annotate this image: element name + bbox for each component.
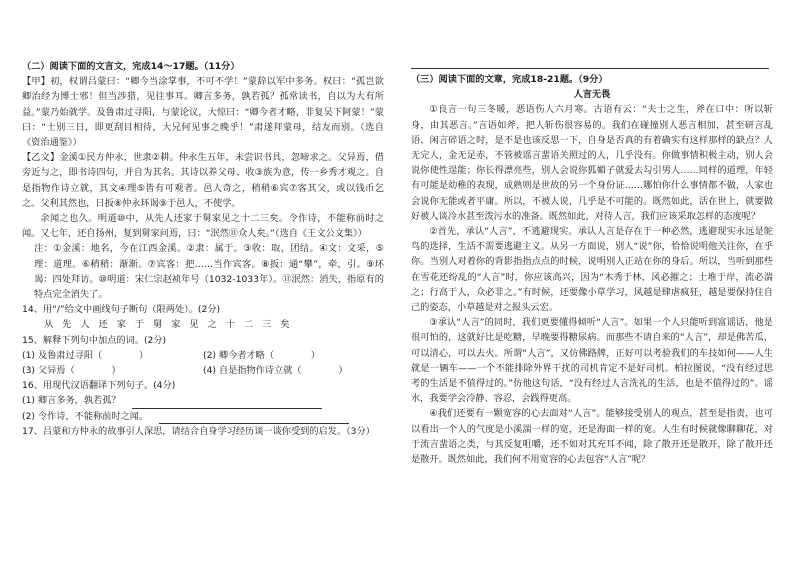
answer-line[interactable]	[132, 399, 322, 409]
left-column	[22, 59, 384, 439]
question-16: 16、用现代汉语翻译下列句子。(4分)	[22, 380, 176, 392]
article-paragraph-3: ③承认“人言”的同时，我们更要懂得倾听“人言”。如果一个人只能听到富谣话，他是很可怕的，这就好比是吃糖，早晚要得糖尿病。而那些不请自来的“人言”，却是佛苦瓜，可以清心，可以去火。所谓“人言”，又仿佛路牌，正好可以考验我们的车技如何——人生就是一辆车——一个不能排除外界干扰的司机肯定不是好司机。柏拉图说，“没有经过思考的生活是不值得过的。”仿他这句话，“没有经过人言洗礼的生活，也是不值得过的”。谣水，我要学会冷静、容忍，会践得更高。	[411, 317, 773, 405]
question-15-item: (1) 及鲁肃过寻阳（ ）	[22, 349, 149, 361]
article-paragraph-4: ④我们还要有一颗宽容的心去面对“人言”。能够接受别人的观点，甚至是指责，也可以看出一个人的气度是小溪湍一样的宽，还是海面一样的宽。人生有时候就像聊聊花，对于流言蜚语之类，与其反复咀嚼，还不如对其充耳不闻，除了散开还是散开，除了散开还是散开。既然如此，我们何不用宽容的心去包容“人言”呢？	[411, 408, 773, 466]
article-paragraph-1: ①良言一句三冬暖，恶语伤人六月寒。古语有云：“夫士之生，斧在口中：所以斩身，由其恶言。”言语如斧，把人斩伤很容易的。我们在碰撞别人恶言相加，甚至研言乱语、闲言碎语之时，是不是也该反思一下，自身是否真的有着确实有这样那样的缺点？人无完人，金无足赤，不管被谣言蜚语关照过的人，几乎没有。你做事情积极主动，别人会说你使性逞能；你长得漂亮些，别人会说你狐媚子就爱去勾引男人……同样的道理，年轻有可能是幼稚的表现，成熟则是世故的另一个身份证……哪怕你什么事情都不做，人家也会说你无能或者平庸。所以，不被人说，几乎是不可能的。既然如此，活在世上，就要做好被人谈冷水甚至泼污水的准备。既然如此，对待人言，我们应该采取怎样的态度呢？	[411, 104, 773, 222]
section-two-title: （二）阅读下面的文言文，完成14～17题。（11分）	[22, 61, 240, 72]
question-15-item: (4) 自是指物作诗立就（ ）	[203, 365, 348, 377]
article-title: 人言无畏	[573, 89, 611, 101]
question-16-item-2	[22, 409, 384, 424]
question-16-text: (2) 令作诗，不能称前时之闻。	[22, 410, 149, 422]
question-16-item-1	[22, 393, 384, 408]
passage-notes: 注：①金溪：地名，今在江西金溪。②隶：属于。③收：取，团结。④文：文采，⑤理：道理。⑥稍稍：渐渐。⑦宾客：把……当作宾客。⑧扳：通“攀”，牵，引。⑨环谒：四处拜访。⑩明道：宋仁宗赵祯年号（1032-1033年）。⑪泯然：消失，指原有的特点完全消失了。	[34, 243, 384, 301]
question-14: 14、用“/”给文中画线句子断句（限两处）。(2分)	[22, 304, 221, 316]
top-rule	[411, 68, 769, 69]
right-column	[411, 72, 773, 467]
question-15-item: (2) 卿今者才略（ ）	[203, 349, 320, 361]
question-14-sentence: 从先人还家于舅家见之十二三矣	[44, 319, 299, 331]
article-paragraph-2: ②首先，承认“人言”，不逃避现实。承认人言是存在于一种必然，逃避现实永远是鸵鸟的选择，生活不需要逃避主义。从另一方面说，别人“说”你，恰恰说明他关注你，在乎你。当别人对着你的背影指指点点的时候，说明别人正站在你的身后。所以，当听到那些在雪花还纷乱的“人言”时，你应该高兴，因为“木秀于林，风必摧之；土堆于岸，流必湍之；行高于人，众必非之。”有时候，还要像小草学习，风越是肆虐疯狂，越是要保持住自己的姿态，小草越是对之报头云宏。	[411, 226, 773, 314]
question-15-item: (3) 父异焉（ ）	[22, 365, 121, 377]
passage-jia: 【甲】初，权谓吕蒙曰：“卿今当涂掌事，不可不学！”蒙辞以军中多务。权曰：“孤岂欲卿治经为博士邪！但当涉猎，见往事耳。卿言多务，孰若孤？孤常读书，自以为大有所益。”蒙乃始就学。及鲁肃过寻阳，与蒙论议，大惊曰：“卿今者才略，非复吴下阿蒙！”蒙曰：“士别三日，即更刮目相待，大兄何见事之晚乎！”肃遂拜蒙母，结友而别。（选自《资治通鉴》）	[22, 76, 384, 149]
section-three-title: （三）阅读下面的文章，完成18-21题。（9分）	[411, 74, 608, 85]
passage-yi-1: 【乙文】金溪①民方仲永，世隶②耕。仲永生五年，未尝识书具，忽啼求之。父异焉，借旁近与之，即书诗四句，并自为其名。其诗以养父母、收③族为意，传一乡秀才观之。自是指物作诗立就，其文④理⑤皆有可观者。邑人奇之，稍稍⑥宾⑦客其父，或以钱币乞之。父利其然也，日扳⑧仲永环谒⑨于邑人，不使学。	[22, 152, 384, 209]
question-16-text: (1) 卿言多务，孰若孤？	[22, 395, 121, 407]
question-15-row-1	[22, 348, 384, 363]
question-17: 17、吕蒙和方仲永的故事引人深思，请结合自身学习经历谈一谈你受到的启发。（3分）	[22, 425, 375, 437]
passage-yi-2: 余闻之也久。明道⑩中，从先人还家于舅家见之十二三矣。令作诗，不能称前时之闻。又七年，还自扬州，复到舅家问焉，曰：“泯然⑪众人矣。”（选自《王文公文集》）	[22, 213, 384, 240]
question-15: 15、解释下列句中加点的词。(2分)	[22, 334, 167, 346]
answer-line[interactable]	[159, 414, 349, 424]
question-15-row-2	[22, 363, 384, 378]
